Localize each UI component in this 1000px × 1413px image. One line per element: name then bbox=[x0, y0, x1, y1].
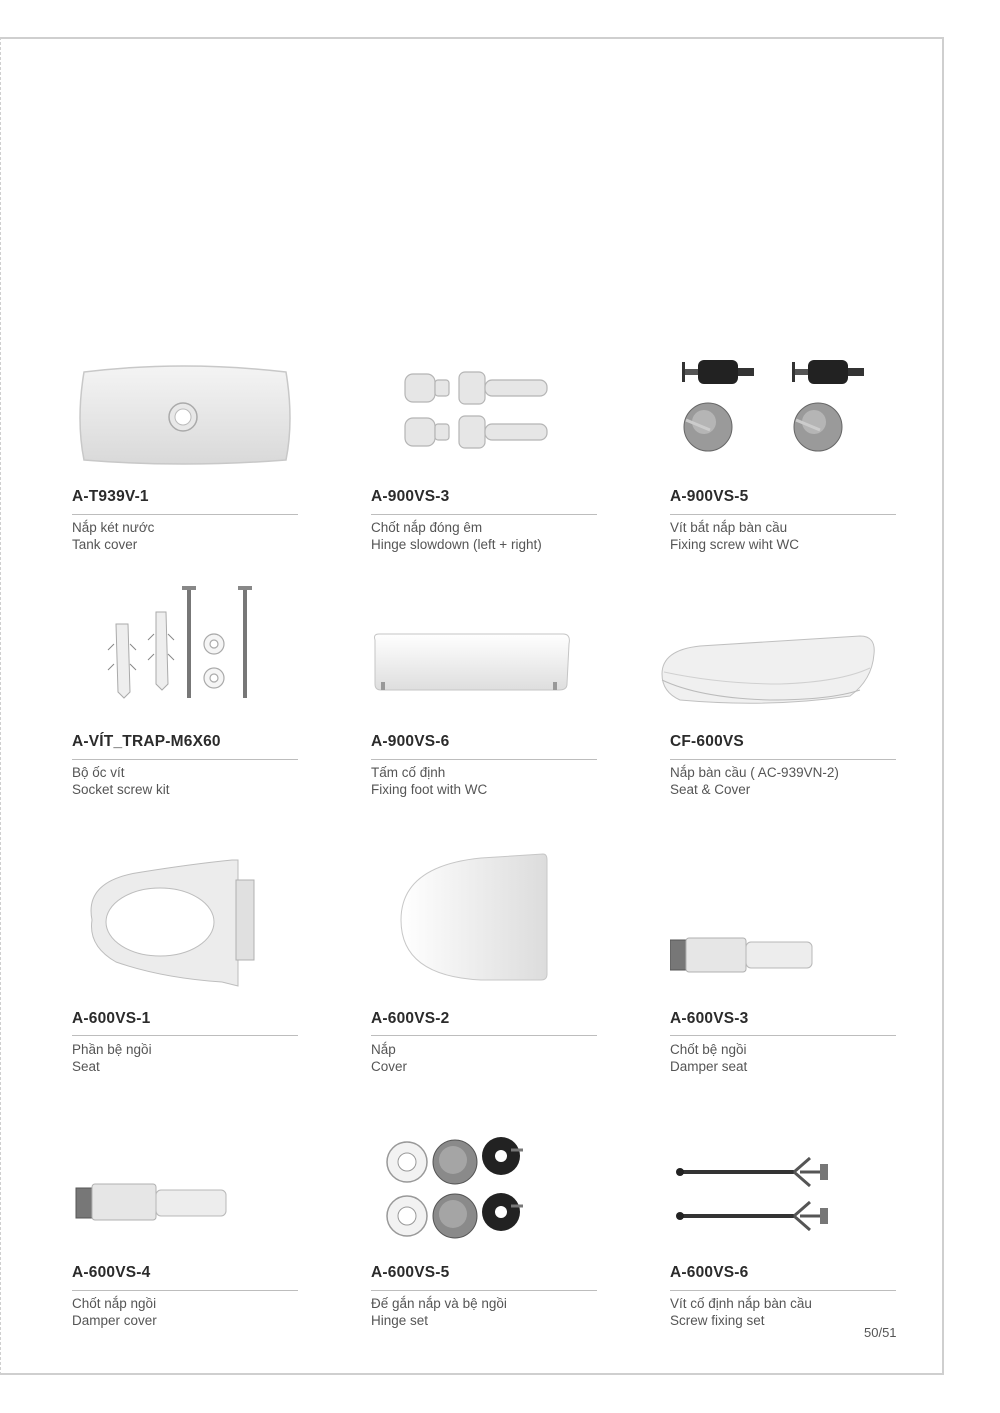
product-name-en: Hinge slowdown (left + right) bbox=[371, 537, 542, 552]
product-name-en: Seat bbox=[72, 1059, 100, 1074]
product-name-vi: Đế gắn nắp và bệ ngồi bbox=[371, 1296, 507, 1311]
product-name-en: Screw fixing set bbox=[670, 1313, 765, 1328]
product-name-vi: Vít cố định nắp bàn cầu bbox=[670, 1296, 812, 1311]
tank-cover-image bbox=[72, 360, 300, 480]
product-code: A-600VS-4 bbox=[72, 1264, 151, 1281]
divider bbox=[72, 1290, 298, 1291]
product-code: A-900VS-6 bbox=[371, 733, 450, 750]
divider bbox=[670, 514, 896, 515]
product-code: A-T939V-1 bbox=[72, 488, 149, 505]
damper-seat-image bbox=[670, 850, 898, 990]
divider bbox=[670, 759, 896, 760]
product-code: A-600VS-6 bbox=[670, 1264, 749, 1281]
fixing-screw-image bbox=[670, 360, 898, 480]
product-name-en: Cover bbox=[371, 1059, 408, 1074]
hinge-set-image bbox=[371, 1136, 599, 1256]
product-name-vi: Chốt nắp ngồi bbox=[72, 1296, 157, 1311]
product-name-vi: Chốt nắp đóng êm bbox=[371, 520, 483, 535]
fixing-foot-image bbox=[371, 584, 599, 704]
product-name-vi: Vít bắt nắp bàn cầu bbox=[670, 520, 788, 535]
product-name-vi: Chốt bệ ngồi bbox=[670, 1042, 747, 1057]
cover-image bbox=[371, 850, 599, 990]
product-name-en: Fixing foot with WC bbox=[371, 782, 488, 797]
damper-cover-image bbox=[72, 1136, 300, 1256]
divider bbox=[371, 1035, 597, 1036]
divider bbox=[670, 1035, 896, 1036]
product-code: CF-600VS bbox=[670, 733, 744, 750]
product-code: A-600VS-3 bbox=[670, 1010, 749, 1027]
divider bbox=[670, 1290, 896, 1291]
divider bbox=[72, 514, 298, 515]
seat-image bbox=[72, 850, 300, 990]
product-code: A-VÍT_TRAP-M6X60 bbox=[72, 733, 221, 750]
product-name-en: Seat & Cover bbox=[670, 782, 751, 797]
product-name-vi: Nắp bàn cầu ( AC-939VN-2) bbox=[670, 765, 839, 780]
product-name-vi: Tấm cố định bbox=[371, 765, 446, 780]
hinge-slowdown-image bbox=[371, 360, 599, 480]
divider bbox=[72, 759, 298, 760]
product-name-en: Damper cover bbox=[72, 1313, 157, 1328]
product-code: A-600VS-1 bbox=[72, 1010, 151, 1027]
product-name-vi: Phần bệ ngồi bbox=[72, 1042, 152, 1057]
product-code: A-600VS-2 bbox=[371, 1010, 450, 1027]
divider bbox=[371, 1290, 597, 1291]
product-name-en: Socket screw kit bbox=[72, 782, 170, 797]
socket-screw-kit-image bbox=[72, 584, 300, 704]
product-code: A-900VS-3 bbox=[371, 488, 450, 505]
product-name-en: Hinge set bbox=[371, 1313, 429, 1328]
product-code: A-900VS-5 bbox=[670, 488, 749, 505]
divider bbox=[371, 759, 597, 760]
product-code: A-600VS-5 bbox=[371, 1264, 450, 1281]
product-name-vi: Nắp bbox=[371, 1042, 396, 1057]
page-number: 50/51 bbox=[864, 1325, 897, 1340]
seat-cover-image bbox=[660, 584, 888, 704]
product-name-en: Damper seat bbox=[670, 1059, 748, 1074]
divider bbox=[72, 1035, 298, 1036]
screw-fixing-set-image bbox=[670, 1136, 898, 1256]
product-name-vi: Bộ ốc vít bbox=[72, 765, 125, 780]
product-name-en: Fixing screw wiht WC bbox=[670, 537, 800, 552]
product-name-vi: Nắp két nước bbox=[72, 520, 155, 535]
product-name-en: Tank cover bbox=[72, 537, 138, 552]
divider bbox=[371, 514, 597, 515]
